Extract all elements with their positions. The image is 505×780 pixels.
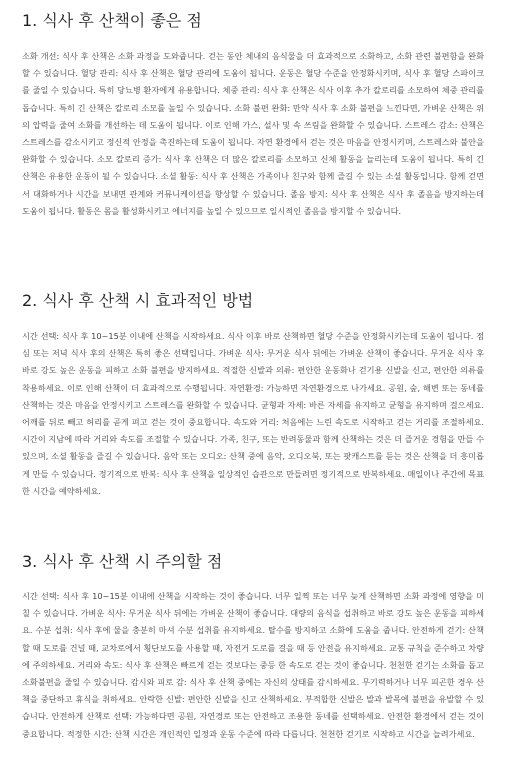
section-heading: 2. 식사 후 산책 시 효과적인 방법 [22,291,254,310]
section-cautions [22,551,484,743]
section-heading: 3. 식사 후 산책 시 주의할 점 [22,552,223,571]
section-benefits [22,10,484,220]
section-body: 소화 개선: 식사 후 산책은 소화 과정을 도와줍니다. 걷는 동안 체내의 음식물을 더 효과적으로 소화하고, 소화 관련 불편함을 완화할 수 있습니다. 혈당 관리: 식사 후 산책은 혈당 관리에 도움이 됩니다. 운동은 혈당 수준을 안정화시키며, 식사 후 혈당 스파이크를 줄일 수 있습니다. 특히 당뇨병 환자에게 유용합니다. 체중 관리: 식사 후 산책은 식사 이후 추가 칼로리를 소모하여 체중 관리를 돕습니다. 특히 긴 산책은 칼로리 소모를 높일 수 있습니다. 소화 불편 완화: 만약 식사 후 소화 불편을 느낀다면, 가벼운 산책은 위의 압력을 줄여 소화를 개선하는 데 도움이 됩니다. 이로 인해 가스, 설사 및 속 쓰림을 완화할 수 있습니다. 스트레스 감소: 산책은 스트레스를 감소시키고 정신적 안정을 촉진하는데 도움이 됩니다. 자연 환경에서 걷는 것은 마음을 안정시키며, 스트레스와 불안을 완화할 수 있습니다. 소모 칼로리 증가: 식사 후 산책은 더 많은 칼로리를 소모하고 신체 활동을 늘리는데 도움이 됩니다. 특히 긴 산책은 유용한 운동이 될 수 있습니다. 소셜 활동: 식사 후 산책은 가족이나 친구와 함께 즐길 수 있는 소셜 활동입니다. 함께 걷면서 대화하거나 시간을 보내면 관계와 커뮤니케이션을 향상할 수 있습니다. 졸음 방지: 식사 후 산책은 식사 후 졸음을 방지하는데 도움이 됩니다. 활동은 몸을 활성화시키고 에너지를 높일 수 있으므로 일시적인 졸음을 방지할 수 있습니다. [22,51,484,216]
section-heading: 1. 식사 후 산책이 좋은 점 [22,11,202,30]
section-effective-methods [22,290,484,500]
section-body: 시간 선택: 식사 후 10~15분 이내에 산책을 시작하는 것이 좋습니다. 너무 일찍 또는 너무 늦게 산책하면 소화 과정에 영향을 미칠 수 있습니다. 가벼운 식사: 무거운 식사 뒤에는 가벼운 산책이 좋습니다. 대량의 음식을 섭취하고 바로 강도 높은 운동을 피하세요. 수분 섭취: 식사 후에 물을 충분히 마셔 수분 섭취를 유지하세요. 탈수를 방지하고 소화에 도움을 줍니다. 안전하게 걷기: 산책할 때 도로를 건널 때, 교차로에서 횡단보도를 사용할 때, 자전거 도로를 걸을 때 등 안전을 유지하세요. 교통 규칙을 준수하고 차량에 주의하세요. 거리와 속도: 식사 후 산책은 빠르게 걷는 것보다는 중등 한 속도로 걷는 것이 좋습니다. 천천한 걷기는 소화를 돕고 소화불편을 줄일 수 있습니다. 감시와 피로 감: 식사 후 산책 중에는 자신의 상태를 감시하세요. 무기력하거나 너무 피곤한 경우 산책을 중단하고 휴식을 취하세요. 안락한 신발: 편안한 신발을 신고 산책하세요. 부적합한 신발은 발과 발목에 불편을 유발할 수 있습니다. 안전하게 산책로 선택: 가능하다면 공원, 자연경로 또는 안전하고 조용한 동네를 선택하세요. 안전한 환경에서 걷는 것이 중요합니다. 적정한 시간: 산책 시간은 개인적인 일정과 운동 수준에 따라 다릅니다. 천천한 걷기로 시작하고 시간을 늘려가세요. [22,591,484,739]
section-body: 시간 선택: 식사 후 10~15분 이내에 산책을 시작하세요. 식사 이후 바로 산책하면 혈당 수준을 안정화시키는데 도움이 됩니다. 점심 또는 저녁 식사 후의 산책은 특히 좋은 선택입니다. 가벼운 식사: 무거운 식사 뒤에는 가벼운 산책이 좋습니다. 무거운 식사 후 바로 강도 높은 운동을 피하고 소화 불편을 방지하세요. 적절한 신발과 의류: 편안한 운동화나 걷기용 신발을 신고, 편안한 의류를 착용하세요. 이로 인해 산책이 더 효과적으로 수행됩니다. 자연환경: 가능하면 자연환경으로 나가세요. 공원, 숲, 해변 또는 동네를 산책하는 것은 마음을 안정시키고 스트레스를 완화할 수 있습니다. 균형과 자세: 바른 자세를 유지하고 균형을 유지하며 걸으세요. 어깨를 뒤로 빼고 허리를 곧게 펴고 걷는 것이 중요합니다. 속도와 거리: 처음에는 느린 속도로 시작하고 걷는 거리를 조절하세요. 시간이 지남에 따라 거리와 속도를 조절할 수 있습니다. 가족, 친구, 또는 반려동물과 함께 산책하는 것은 더 즐거운 경험을 만들 수 있으며, 소셜 활동을 즐길 수 있습니다. 음악 또는 오디오: 산책 중에 음악, 오디오북, 또는 팟캐스트를 듣는 것은 산책을 더 흥미롭게 만들 수 있습니다. 정기적으로 반복: 식사 후 산책을 일상적인 습관으로 만들려면 정기적으로 반복하세요. 매일이나 주간에 목표한 시간을 예약하세요. [22,331,484,496]
